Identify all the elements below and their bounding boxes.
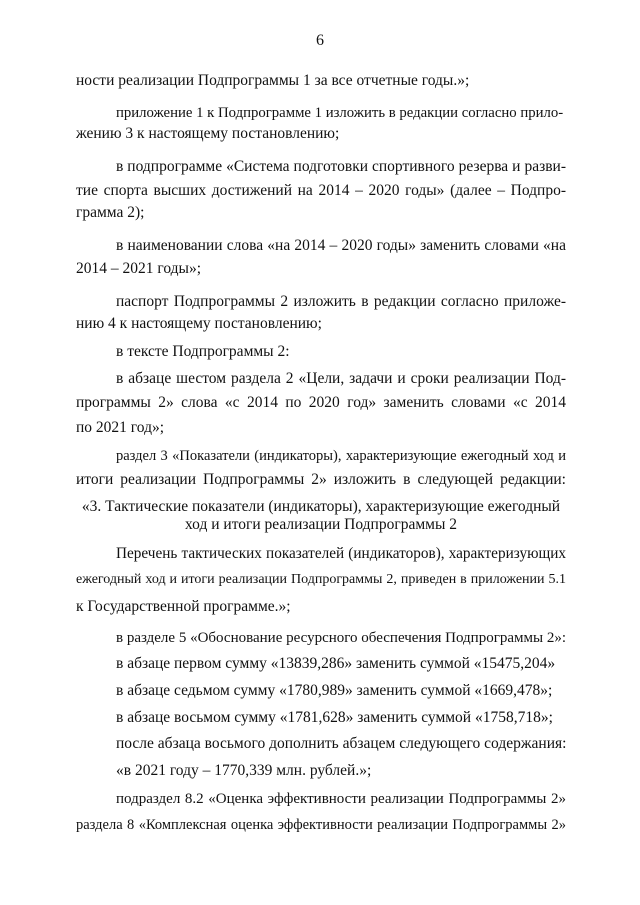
text-line: в наименовании слова «на 2014 – 2020 годы» заменить словами «на: [116, 237, 566, 254]
text-line: Перечень тактических показателей (индикаторов), характеризующих: [116, 545, 566, 562]
text-line: жению 3 к настоящему постановлению;: [76, 125, 340, 142]
text-line: ежегодный ход и итоги реализации Подпрограммы 2, приведен в приложении 5.1: [76, 572, 566, 587]
text-line: в абзаце шестом раздела 2 «Цели, задачи и сроки реализации Под-: [116, 370, 566, 387]
text-line: после абзаца восьмого дополнить абзацем следующего содержания:: [116, 735, 567, 752]
text-line: в абзаце восьмом сумму «1781,628» заменить суммой «1758,718»;: [116, 709, 553, 726]
page-number: 6: [316, 32, 324, 49]
text-line: раздела 8 «Комплексная оценка эффективности реализации Подпрограммы 2»: [76, 817, 566, 833]
text-line: приложение 1 к Подпрограмме 1 изложить в редакции согласно прило-: [116, 105, 564, 121]
section-heading-line: «3. Тактические показатели (индикаторы), характеризующие ежегодный: [81, 498, 561, 515]
text-line: к Государственной программе.»;: [76, 598, 291, 615]
text-line: паспорт Подпрограммы 2 изложить в редакции согласно приложе-: [116, 293, 566, 310]
text-line: «в 2021 году – 1770,339 млн. рублей.»;: [116, 762, 372, 779]
text-line: подраздел 8.2 «Оценка эффективности реализации Подпрограммы 2»: [116, 791, 566, 807]
text-line: нию 4 к настоящему постановлению;: [76, 315, 322, 332]
text-line: в подпрограмме «Система подготовки спортивного резерва и разви-: [116, 158, 566, 175]
text-line: раздел 3 «Показатели (индикаторы), характеризующие ежегодный ход и: [116, 448, 566, 464]
text-line: итоги реализации Подпрограммы 2» изложить в следующей редакции:: [76, 471, 566, 488]
text-line: грамма 2);: [76, 204, 145, 221]
text-line: программы 2» слова «с 2014 по 2020 год» заменить словами «с 2014: [76, 394, 566, 411]
text-line: в тексте Подпрограммы 2:: [116, 343, 290, 360]
text-line: в разделе 5 «Обоснование ресурсного обеспечения Подпрограммы 2»:: [116, 630, 566, 646]
text-line: в абзаце седьмом сумму «1780,989» заменить суммой «1669,478»;: [116, 682, 553, 699]
text-line: тие спорта высших достижений на 2014 – 2020 годы» (далее – Подпро-: [76, 182, 566, 199]
section-heading-line: ход и итоги реализации Подпрограммы 2: [185, 516, 457, 533]
text-line: по 2021 год»;: [76, 419, 165, 436]
text-line: ности реализации Подпрограммы 1 за все отчетные годы.»;: [76, 72, 470, 89]
text-line: в абзаце первом сумму «13839,286» заменить суммой «15475,204»: [116, 655, 556, 672]
text-line: 2014 – 2021 годы»;: [76, 260, 202, 277]
